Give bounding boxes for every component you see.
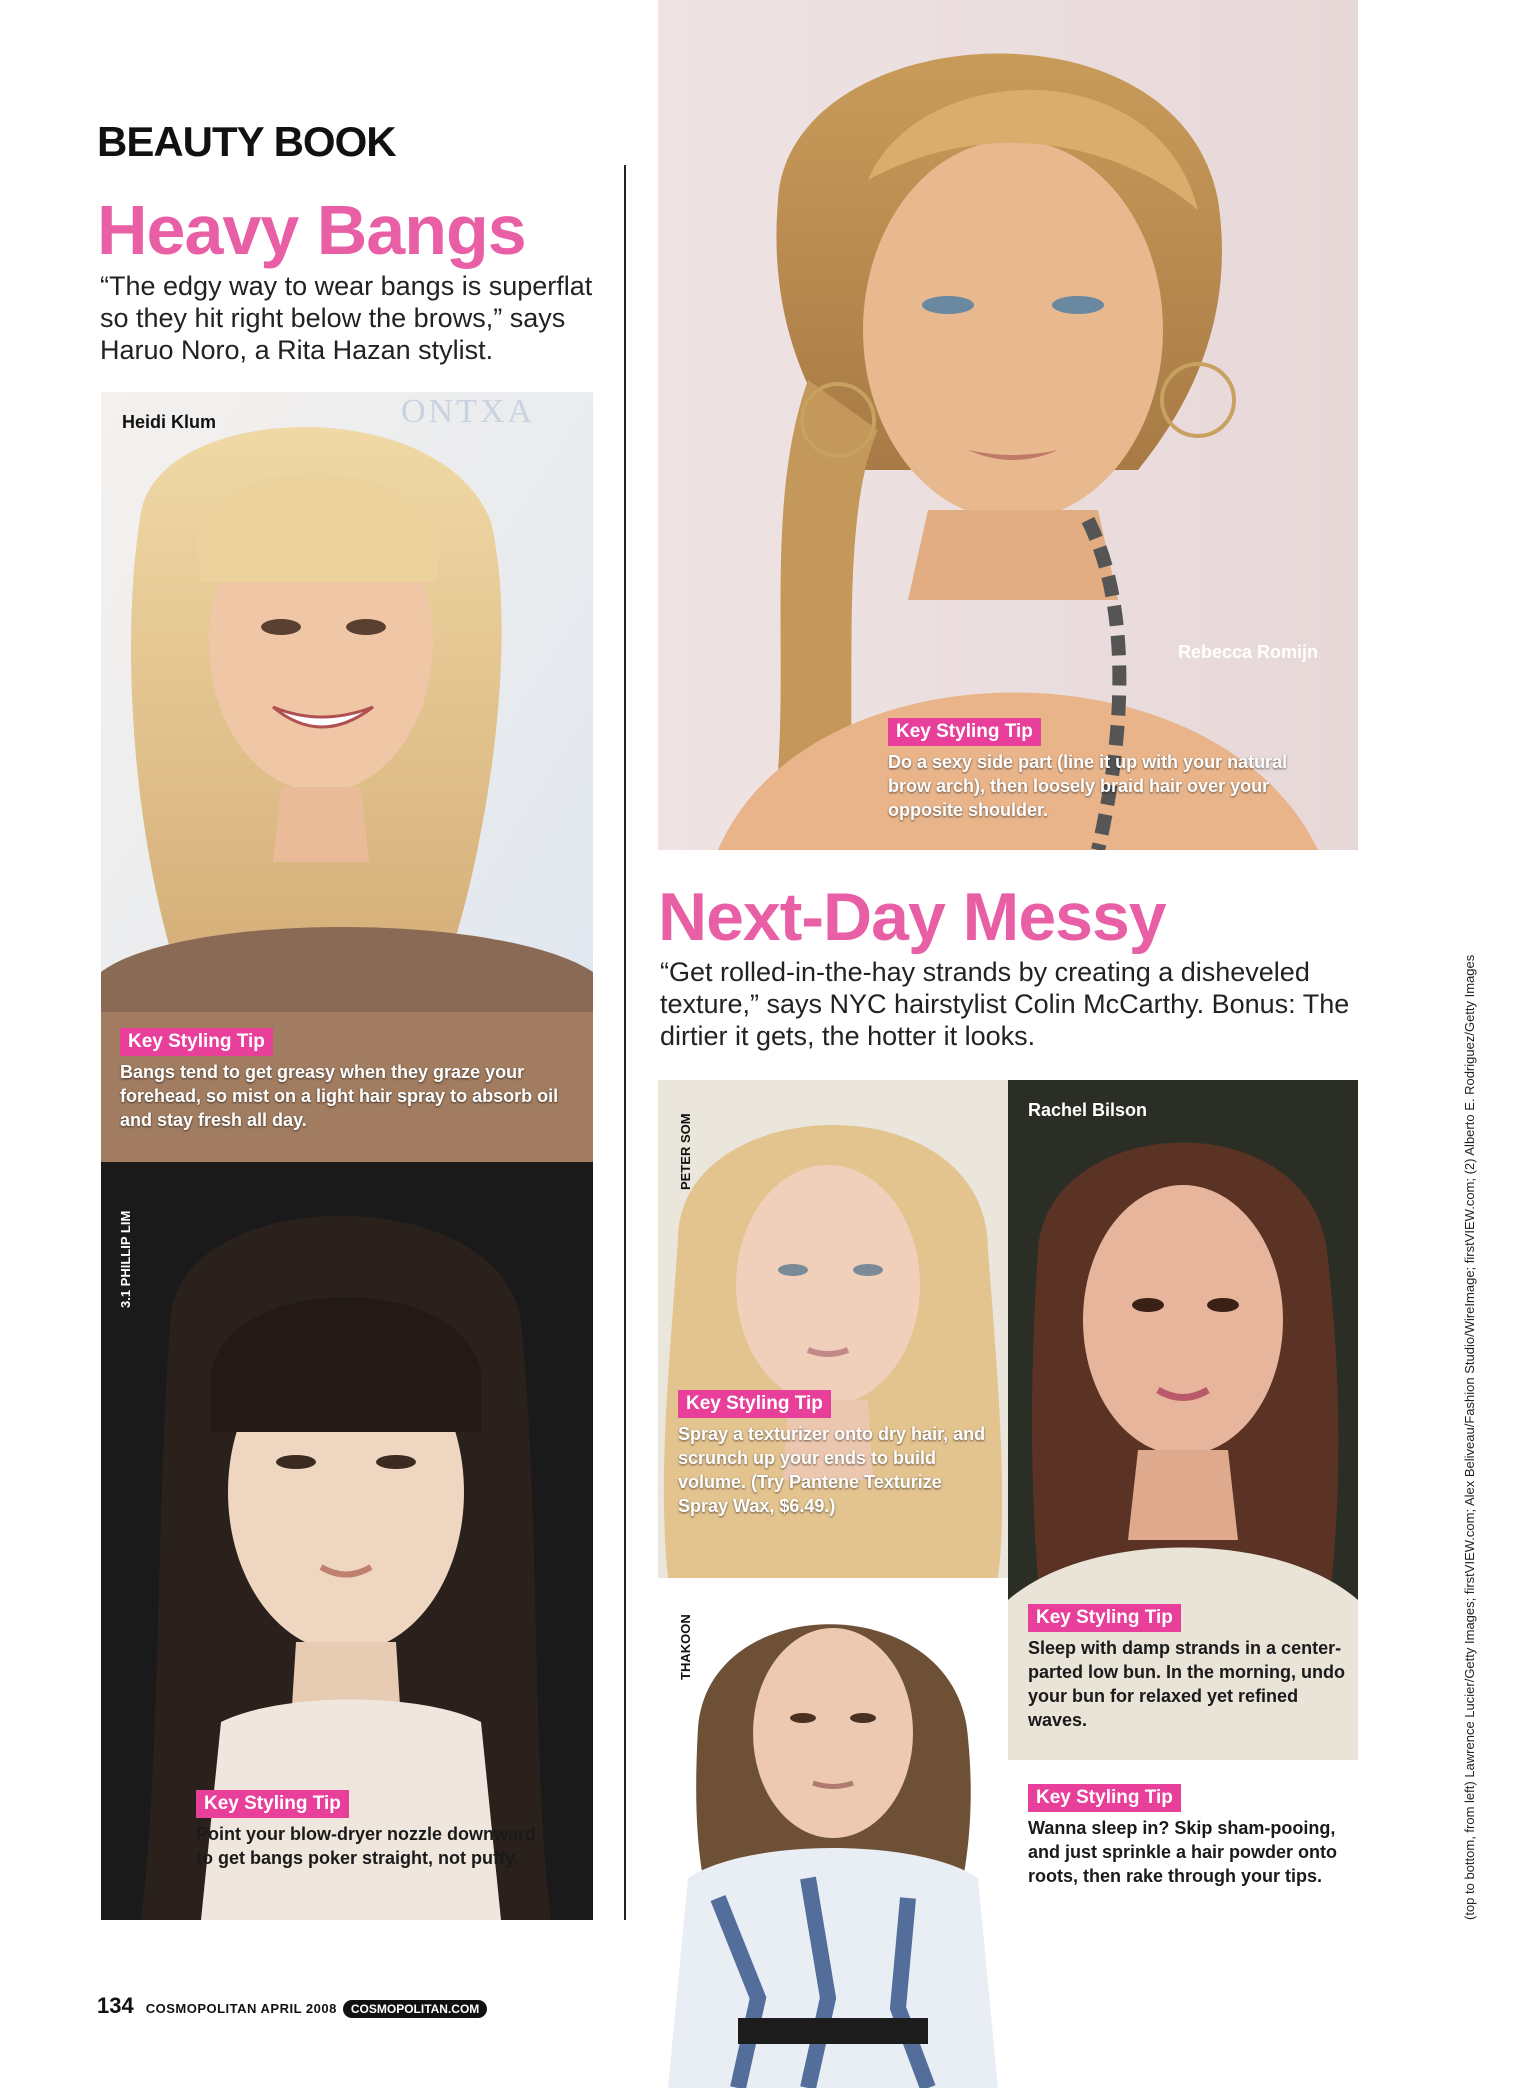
thakoon-model-photo: [658, 1578, 1008, 2088]
peter-som-tip: [678, 1390, 988, 1518]
key-styling-tip-label: Key Styling Tip: [678, 1390, 831, 1418]
key-styling-tip-text: Bangs tend to get greasy when they graze your forehead, so mist on a light hair spray to absorb oil and stay fresh all day.: [120, 1062, 559, 1130]
rachel-bilson-caption: Rachel Bilson: [1028, 1100, 1148, 1120]
key-styling-tip-label: Key Styling Tip: [1028, 1784, 1181, 1812]
rebecca-romijn-caption: Rebecca Romijn: [1178, 642, 1319, 662]
next-day-messy-headline: Next-Day Messy: [658, 879, 1166, 955]
heidi-klum-caption: Heidi Klum: [122, 412, 217, 432]
key-styling-tip-text: Spray a texturizer onto dry hair, and scrunch up your ends to build volume. (Try Pantene Texturize Spray Wax, $6.49.): [678, 1424, 986, 1516]
phillip-lim-credit: 3.1 PHILLIP LIM: [118, 1210, 133, 1308]
section-label: BEAUTY BOOK: [97, 118, 396, 165]
rachel-bilson-tip: [1028, 1604, 1348, 1732]
key-styling-tip-text: Wanna sleep in? Skip sham-pooing, and just sprinkle a hair powder onto roots, then rake through your tips.: [1028, 1818, 1338, 1886]
key-styling-tip-text: Do a sexy side part (line it up with your natural brow arch), then loosely braid hair over your opposite shoulder.: [888, 752, 1288, 820]
photo-credits: (top to bottom, from left) Lawrence Lucier/Getty Images; firstVIEW.com; Alex Beliveau/Fashion Studio/WireImage; firstVIEW.com; (2) Alberto E. Rodriguez/Getty Images: [1462, 954, 1477, 1920]
column-divider: [624, 165, 626, 1920]
page-number: 134: [97, 1993, 134, 2018]
thakoon-credit: THAKOON: [678, 1614, 693, 1680]
peter-som-credit: PETER SOM: [678, 1113, 693, 1190]
key-styling-tip-label: Key Styling Tip: [1028, 1604, 1181, 1632]
magazine-url: COSMOPOLITAN.COM: [343, 2000, 487, 2018]
phillip-lim-tip: [196, 1790, 536, 1870]
key-styling-tip-label: Key Styling Tip: [120, 1028, 273, 1056]
magazine-issue: COSMOPOLITAN APRIL 2008: [145, 2001, 337, 2016]
key-styling-tip-label: Key Styling Tip: [888, 718, 1041, 746]
key-styling-tip-text: Sleep with damp strands in a center-parted low bun. In the morning, undo your bun for relaxed yet refined waves.: [1028, 1638, 1345, 1730]
text-only-tip: [1028, 1784, 1348, 1888]
page-folio: [97, 1993, 487, 2019]
heavy-bangs-deck: “The edgy way to wear bangs is superflat so they hit right below the brows,” says Haruo Noro, a Rita Hazan stylist.: [100, 271, 593, 365]
heavy-bangs-headline: Heavy Bangs: [97, 191, 526, 269]
heidi-klum-tip: [120, 1028, 560, 1132]
rebecca-romijn-tip: [888, 718, 1328, 822]
next-day-messy-deck: “Get rolled-in-the-hay strands by creating a disheveled texture,” says NYC hairstylist Colin McCarthy. Bonus: The dirtier it gets, the hotter it looks.: [660, 957, 1350, 1051]
key-styling-tip-label: Key Styling Tip: [196, 1790, 349, 1818]
key-styling-tip-text: Point your blow-dryer nozzle downward to get bangs poker straight, not puffy.: [196, 1824, 537, 1868]
svg-text:ONTXA: ONTXA: [401, 393, 535, 430]
